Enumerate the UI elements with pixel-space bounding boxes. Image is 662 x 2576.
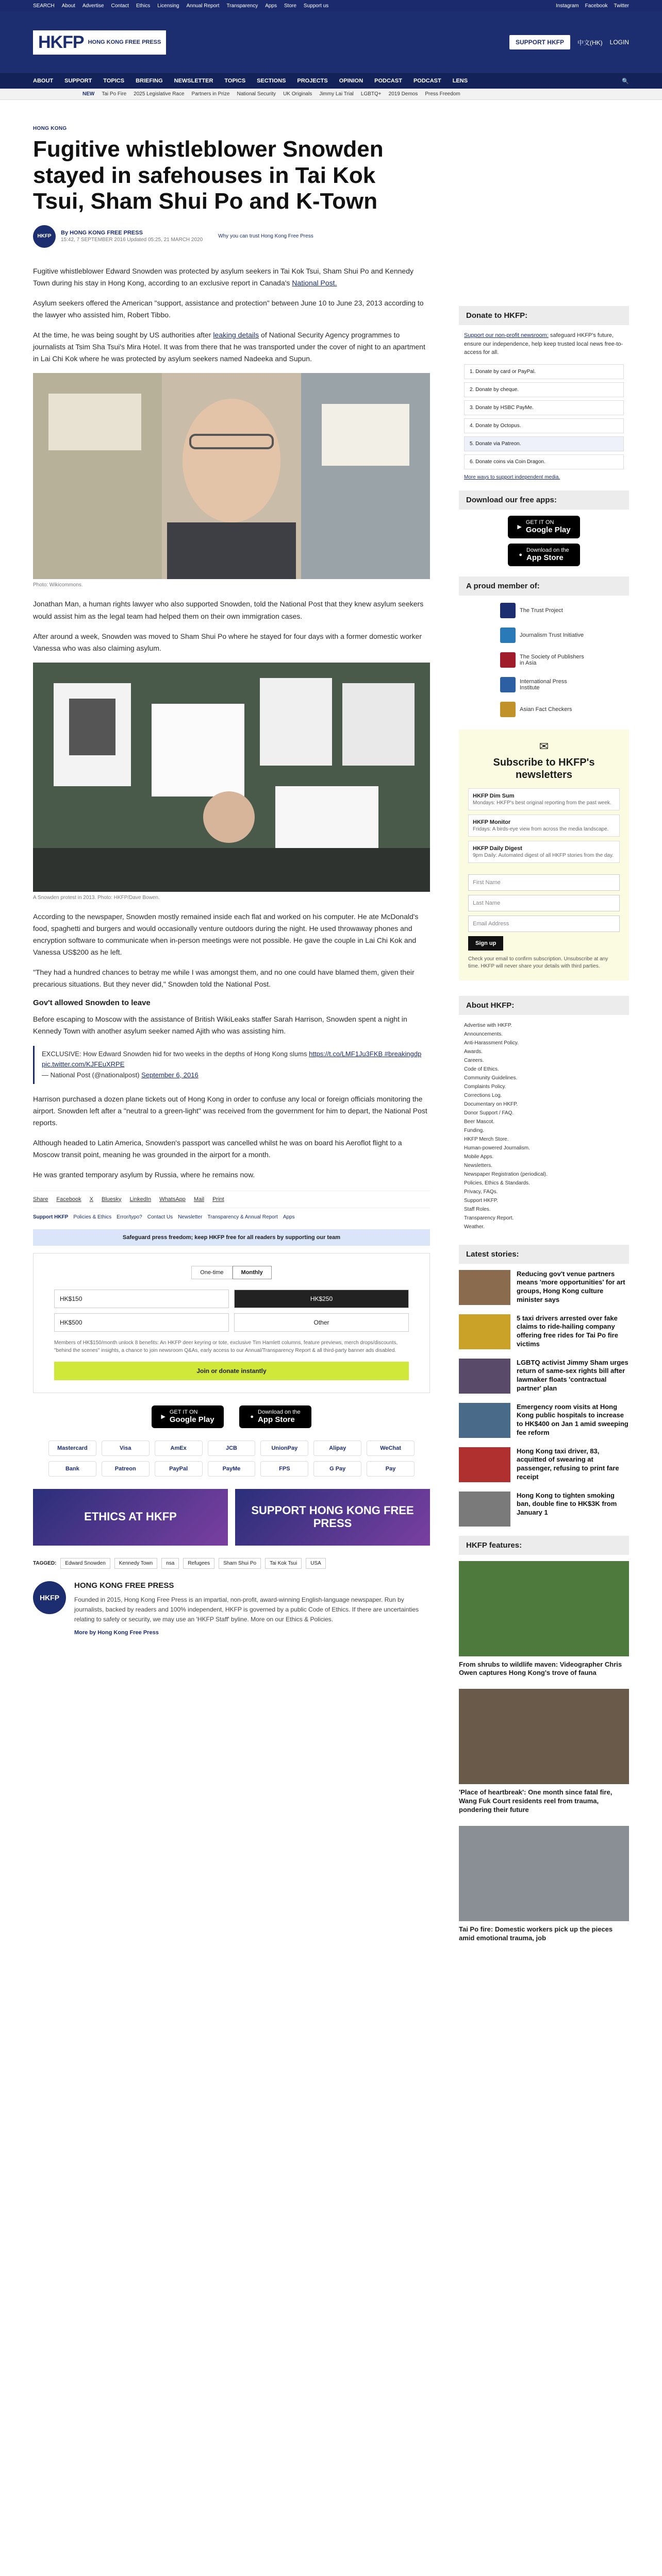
paragraph: Although headed to Latin America, Snowden's passport was cancelled whilst he was on board his Aeroflot flight to a Moscow transit point, meaning he was grounded in the airport for a month. [33,1139,402,1159]
about-item[interactable]: Corrections Log. [464,1092,502,1098]
app-store-badge[interactable] [239,1405,311,1428]
meta-link[interactable]: Newsletter [178,1214,203,1220]
about-item[interactable]: Privacy, FAQs. [464,1189,498,1195]
login-link[interactable]: LOGIN [609,39,629,46]
tags-label: TAGGED: [33,1560,57,1566]
utility-link[interactable]: Advertise [82,3,104,9]
member-logo[interactable] [500,628,588,643]
payment-logo: FPS [260,1461,308,1477]
member-name: International Press Institute [520,678,567,691]
play-icon: ▶ [517,524,522,530]
tweet-embed [33,1046,430,1084]
fact-checkers-icon [500,702,516,717]
author-box-bio: Founded in 2015, Hong Kong Free Press is an impartial, non-profit, award-winning English-language newspaper. Run by journalists, backed by readers and 100% independent, HKFP is governed by a public Code of Ethics. If there are uncertainties relating to safety or security, we may use an 'HKFP Staff' byline. More on our Ethics & Policies. [74,1596,419,1623]
subnav-item[interactable]: Tai Po Fire [102,91,127,97]
donate-option[interactable]: 2. Donate by cheque. [464,382,624,397]
story-title[interactable]: Hong Kong to tighten smoking ban, double fine to HK$3K from January 1 [517,1491,617,1517]
story-thumbnail [459,1270,510,1305]
utility-link[interactable]: Store [284,3,296,9]
payment-logo: PayMe [208,1461,256,1477]
about-item[interactable]: Anti-Harassment Policy. [464,1040,519,1046]
utility-link[interactable]: Contact [111,3,129,9]
app-store-badge[interactable] [508,544,580,566]
badge-big: App Store [526,553,564,562]
payment-logo: Visa [102,1440,150,1456]
about-item[interactable]: Funding. [464,1127,484,1133]
ethics-banner[interactable]: ETHICS AT HKFP [33,1489,228,1546]
newsletter-option[interactable] [468,841,620,863]
support-banner[interactable]: SUPPORT HONG KONG FREE PRESS [235,1489,430,1546]
about-item[interactable]: Newspaper Registration (periodical). [464,1171,548,1177]
subnav-item[interactable]: Partners in Prize [191,91,230,97]
paragraph: He was granted temporary asylum by Russia, where he remains now. [33,1171,255,1179]
about-item[interactable]: Human-powered Journalism. [464,1145,530,1151]
utility-link[interactable]: Apps [265,3,277,9]
play-icon: ▶ [161,1414,166,1420]
newsletter-option[interactable] [468,815,620,837]
paragraph-text: of National Security Agency programmes to journalists at Tsim Sha Tsui's Mira Hotel. It was from there that he was transported under the cover of night to an apartment in Lai Chi Kok where he was protected by asylum seekers named Nadeeka and Supun. [33,331,425,363]
article-headline: Fugitive whistleblower Snowden stayed in safehouses in Tai Kok Tsui, Sham Shui Po and K-Town [33,137,384,214]
meta-link[interactable]: Error/typo? [117,1214,142,1220]
meta-link[interactable]: Transparency & Annual Report [207,1214,278,1220]
nav-item[interactable]: NEWSLETTER [174,78,213,84]
badge-small: GET IT ON [169,1409,198,1416]
payment-logo: PayPal [155,1461,203,1477]
donate-intro-link[interactable]: Support our non-profit newsroom: [464,332,549,338]
feature-title[interactable]: 'Place of heartbreak': One month since fatal fire, Wang Fuk Court residents reel from trauma, pondering their future [459,1788,613,1814]
subnav-item[interactable]: UK Originals [283,91,312,97]
features-heading: HKFP features: [459,1536,629,1555]
nav-item[interactable]: PODCAST [413,78,441,84]
promo-banners [33,1489,430,1546]
member-name: Journalism Trust Initiative [520,632,584,638]
member-name: The Trust Project [520,607,563,614]
story-title[interactable]: Emergency room visits at Hong Kong public hospitals to increase to HK$400 on Jan 1 amid sweeping fee reform [517,1402,628,1437]
about-item[interactable]: HKFP Merch Store. [464,1136,509,1142]
tweet-date-link[interactable]: September 6, 2016 [141,1071,198,1079]
feature-story[interactable] [459,1689,629,1815]
paragraph: Asylum seekers offered the American "support, assistance and protection" between June 10 to June 23, 2013 according to the lawyer who assisted him, Robert Tibbo. [33,298,424,319]
latest-story[interactable] [459,1403,629,1438]
share-print[interactable]: Print [212,1196,224,1202]
payment-logo: Patreon [102,1461,150,1477]
about-item[interactable]: Donor Support / FAQ. [464,1110,514,1116]
apple-icon: ● [250,1413,254,1420]
donate-widget [33,1253,430,1393]
paragraph: Harrison purchased a dozen plane tickets out of Hong Kong in order to confuse any local or foreign officials monitoring the airport. Snowden left after a "neutral to a green-light" was received from the government for him to depart, the National Post reports. [33,1094,427,1127]
paragraph: Jonathan Man, a human rights lawyer who also supported Snowden, told the National Post that they knew asylum seekers would assist him as the legal team had helped them on their own immigration cases. [33,600,424,620]
payment-methods [48,1440,415,1477]
member-name: Asian Fact Checkers [520,706,572,713]
nav-item[interactable]: LENS [452,78,468,84]
tag[interactable]: USA [306,1558,326,1569]
tweet-link[interactable]: https://t.co/LMF1Ju3FKB #breakingdp pic.twitter.com/KJFEuXRPE [42,1049,422,1069]
paragraph-text: At the time, he was being sought by US authorities after [33,331,213,340]
member-logo[interactable] [500,702,588,717]
about-item[interactable]: Awards. [464,1048,483,1055]
about-list [459,1021,629,1231]
story-thumbnail [459,1492,510,1527]
section-heading: Gov't allowed Snowden to leave [33,998,151,1008]
member-logos [459,603,629,717]
utility-link[interactable]: SEARCH [33,3,55,9]
tweet-author: — National Post (@nationalpost) [42,1071,142,1079]
nav-item[interactable]: ABOUT [33,78,54,84]
about-heading: About HKFP: [459,996,629,1015]
latest-story[interactable] [459,1492,629,1527]
story-thumbnail [459,1314,510,1349]
google-play-badge[interactable] [152,1405,224,1428]
about-item[interactable]: Policies, Ethics & Standards. [464,1180,530,1186]
utility-link[interactable]: Annual Report [186,3,220,9]
meta-links [33,1214,430,1220]
amount-options [54,1290,409,1332]
tweet-text: EXCLUSIVE: How Edward Snowden hid for two weeks in the depths of Hong Kong slums [42,1049,309,1058]
nav-item[interactable]: OPINION [339,78,363,84]
snowden-protest-photo[interactable] [33,663,430,892]
subnav-item[interactable]: Press Freedom [425,91,460,97]
newsletter-signup [459,730,629,980]
newsletter-name: HKFP Daily Digest [473,845,522,852]
logo-name: HONG KONG FREE PRESS [88,39,161,45]
donate-heading: Donate to HKFP: [459,306,629,325]
share-whatsapp[interactable]: WhatsApp [159,1196,186,1202]
paragraph: Before escaping to Moscow with the assistance of British WikiLeaks staffer Sarah Harrison, Snowden spent a night in Kennedy Town with another asylum seeker named Ajith who was assisting him. [33,1015,407,1036]
leaking-details-link[interactable]: leaking details [213,331,259,340]
donate-banner[interactable]: Safeguard press freedom; keep HKFP free for all readers by supporting our team [33,1229,430,1246]
latest-heading: Latest stories: [459,1245,629,1264]
badge-big: Google Play [169,1415,214,1425]
tag[interactable]: Refugees [183,1558,214,1569]
about-item[interactable]: Beer Mascot. [464,1118,494,1125]
donate-option[interactable]: 5. Donate via Patreon. [464,436,624,451]
sopa-icon [500,652,516,668]
search-icon[interactable]: 🔍 [622,78,629,84]
donate-intro [459,331,629,357]
latest-story[interactable] [459,1447,629,1482]
newsletter-option[interactable] [468,788,620,810]
site-logo[interactable] [33,30,166,55]
nav-item[interactable]: BRIEFING [136,78,163,84]
nav-item[interactable]: PROJECTS [297,78,328,84]
apps-heading: Download our free apps: [459,490,629,510]
utility-links [33,3,328,9]
donate-option[interactable]: 4. Donate by Octopus. [464,418,624,433]
nav-item[interactable]: PODCAST [374,78,402,84]
support-hkfp-button[interactable]: SUPPORT HKFP [509,35,570,49]
one-time-tab[interactable]: One-time [191,1266,232,1279]
badge-small: Download on the [526,547,569,553]
about-item[interactable]: Code of Ethics. [464,1066,499,1072]
author-box-avatar[interactable]: HKFP [33,1581,66,1614]
sidebar-app-badges [459,516,629,566]
page-body [0,100,662,1954]
share-bar [33,1191,430,1208]
member-logo[interactable] [500,677,588,692]
jti-icon [500,628,516,643]
social-links [556,3,629,9]
payment-logo: Alipay [313,1440,361,1456]
newsletter-name: HKFP Monitor [473,819,511,825]
author-name[interactable]: By HONG KONG FREE PRESS [61,230,143,236]
apple-icon: ● [519,551,523,558]
about-item[interactable]: Mobile Apps. [464,1154,494,1160]
about-item[interactable]: Careers. [464,1057,484,1063]
member-logo[interactable] [500,652,588,668]
last-name-field[interactable]: Last Name [468,895,620,911]
about-item[interactable]: Announcements. [464,1031,503,1037]
paragraph [33,265,430,289]
badge-small: GET IT ON [525,519,554,526]
tag[interactable]: nsa [161,1558,179,1569]
meta-link[interactable]: Support HKFP [33,1214,69,1220]
more-by-author-link[interactable]: More by Hong Kong Free Press [74,1630,159,1636]
member-logo[interactable] [500,603,588,618]
facebook-icon[interactable]: Facebook [585,3,608,9]
subnav-item[interactable]: 2025 Legislative Race [134,91,185,97]
share-linkedin[interactable]: LinkedIn [129,1196,152,1202]
payment-logo: Bank [48,1461,96,1477]
utility-link[interactable]: About [61,3,75,9]
sidebar [459,100,629,1954]
main-nav [0,73,662,89]
first-name-field[interactable]: First Name [468,874,620,891]
payment-logo: Mastercard [48,1440,96,1456]
newsletter-desc: Fridays: A birds-eye view from across the media landscape. [473,826,609,832]
feature-title[interactable]: From shrubs to wildlife maven: Videographer Chris Owen captures Hong Kong's trove of fauna [459,1660,622,1677]
story-title[interactable]: LGBTQ activist Jimmy Sham urges return of same-sex rights bill after lawmaker floats 'contractual partner' plan [517,1358,628,1393]
nav-item[interactable]: TOPICS [103,78,125,84]
snowden-portrait-photo[interactable] [33,373,430,579]
feature-image [459,1689,629,1784]
subnav-item[interactable]: National Security [237,91,276,97]
badge-small: Download on the [258,1409,301,1416]
top-utility-bar [0,0,662,11]
meta-link[interactable]: Contact Us [147,1214,173,1220]
photo-caption: Photo: Wikicommons. [33,582,83,588]
paragraph: "They had a hundred chances to betray me while I was amongst them, and no one could have blamed them, given their precarious situations. But they never did," Snowden told the National Post. [33,968,415,989]
photo-illustration [33,663,430,892]
payment-logo: UnionPay [260,1440,308,1456]
story-title[interactable]: Reducing gov't venue partners means 'more opportunities' for art groups, Hong Kong culture minister says [517,1269,625,1304]
nav-item[interactable]: SUPPORT [64,78,92,84]
article-tags [33,1558,430,1569]
tag[interactable]: Kennedy Town [114,1558,157,1569]
app-store-links [33,1405,430,1428]
share-bluesky[interactable]: Bluesky [102,1196,122,1202]
feature-title[interactable]: Tai Po fire: Domestic workers pick up the pieces amid emotional trauma, job [459,1925,613,1942]
member-heading: A proud member of: [459,577,629,596]
email-field[interactable]: Email Address [468,916,620,932]
share-mail[interactable]: Mail [193,1196,205,1202]
signup-button[interactable]: Sign up [468,936,503,951]
payment-logo: JCB [208,1440,256,1456]
site-header [0,11,662,73]
byline [33,225,430,248]
donate-option[interactable]: 1. Donate by card or PayPal. [464,364,624,379]
article-dates: 15:42, 7 SEPTEMBER 2016 Updated 05:25, 21 MARCH 2020 [61,237,203,243]
feature-image [459,1826,629,1921]
about-item[interactable]: Newsletters. [464,1162,493,1168]
share-x[interactable]: X [89,1196,94,1202]
paragraph [33,329,430,365]
newsletter-name: HKFP Dim Sum [473,792,515,799]
frequency-toggle [54,1266,409,1279]
badge-big: App Store [258,1415,295,1425]
story-thumbnail [459,1359,510,1394]
amount-option-other[interactable]: Other [234,1313,409,1332]
paragraph-text: Fugitive whistleblower Edward Snowden was protected by asylum seekers in Tai Kok Tsui, Sham Shui Po and Kennedy Town during his stay in Hong Kong, according to an exclusive report in Canada's [33,266,413,287]
about-item[interactable]: Documentary on HKFP. [464,1101,518,1107]
subnav-item[interactable]: 2019 Demos [388,91,418,97]
language-switch[interactable]: 中文(HK) [577,39,603,46]
payment-logo: G Pay [313,1461,361,1477]
share-label[interactable]: Share [33,1196,48,1202]
about-item[interactable]: Support HKFP. [464,1197,498,1204]
newsletter-heading: Subscribe to HKFP's newsletters [493,756,595,781]
twitter-icon[interactable]: Twitter [614,3,629,9]
badge-big: Google Play [525,526,571,534]
story-title[interactable]: 5 taxi drivers arrested over fake claims to ride-hailing company offering free rides for Tai Po fire victims [517,1314,618,1348]
sub-nav [0,89,662,100]
utility-link[interactable]: Ethics [136,3,151,9]
amount-option[interactable]: HK$500 [54,1313,229,1332]
google-play-badge[interactable] [508,516,580,538]
subnav-item[interactable]: Jimmy Lai Trial [319,91,354,97]
article-category[interactable]: HONG KONG [33,126,67,131]
tag[interactable]: Tai Kok Tsui [265,1558,302,1569]
latest-story[interactable] [459,1270,629,1305]
payment-logo: AmEx [155,1440,203,1456]
paragraph: According to the newspaper, Snowden mostly remained inside each flat and worked on his computer. He ate McDonald's food, spaghetti and burgers and would occasionally venture outdoors during the night. He used throwaway phones and encryption software to communicate when in-person meetings were not possible. He gave the couple in Lai Chi Kok and Vanessa US$200 as he left. [33,912,419,957]
header-actions [509,35,629,49]
about-item[interactable]: Staff Roles. [464,1206,491,1212]
logo-mark: HKFP [38,32,84,52]
latest-story[interactable] [459,1359,629,1394]
story-thumbnail [459,1447,510,1482]
newsletter-desc: 9pm Daily: Automated digest of all HKFP stories from the day. [473,852,614,858]
article-column [33,100,430,1954]
meta-link[interactable]: Apps [283,1214,295,1220]
utility-link[interactable]: Licensing [157,3,179,9]
paragraph: After around a week, Snowden was moved to Sham Shui Po where he stayed for four days with a former domestic worker Vanessa who was also claiming asylum. [33,632,422,652]
subnav-item[interactable]: LGBTQ+ [360,91,382,97]
latest-story[interactable] [459,1314,629,1349]
author-box-name[interactable]: HONG KONG FREE PRESS [74,1581,174,1590]
national-post-link[interactable]: National Post. [292,278,337,287]
feature-story[interactable] [459,1826,629,1943]
feature-image [459,1561,629,1656]
more-ways-link[interactable]: More ways to support independent media. [464,474,560,480]
payment-logo: Pay [367,1461,415,1477]
instagram-icon[interactable]: Instagram [556,3,579,9]
photo-caption: A Snowden protest in 2013. Photo: HKFP/Dave Bowen. [33,894,160,901]
about-item[interactable]: Weather. [464,1224,485,1230]
about-item[interactable]: Advertise with HKFP. [464,1022,512,1028]
trust-project-icon [500,603,516,618]
nav-item[interactable]: TOPICS [224,78,246,84]
ipi-icon [500,677,516,692]
photo-illustration [33,373,430,579]
donate-option[interactable]: 3. Donate by HSBC PayMe. [464,400,624,415]
join-donate-button[interactable]: Join or donate instantly [54,1362,409,1380]
author-box [33,1581,430,1636]
share-facebook[interactable]: Facebook [56,1196,81,1202]
member-name: The Society of Publishers in Asia [520,653,584,666]
trust-link[interactable]: Why you can trust Hong Kong Free Press [218,233,313,240]
about-item[interactable]: Community Guidelines. [464,1075,518,1081]
utility-link[interactable]: Transparency [226,3,258,9]
new-badge: NEW [82,91,95,97]
donate-option[interactable]: 6. Donate coins via Coin Dragon. [464,454,624,469]
newsletter-desc: Mondays: HKFP's best original reporting from the past week. [473,800,611,806]
amount-option-selected[interactable]: HK$250 [234,1290,409,1308]
tag[interactable]: Edward Snowden [60,1558,110,1569]
feature-story[interactable] [459,1561,629,1678]
member-benefits: Members of HK$150/month unlock 8 benefits: An HKFP deer keyring or tote, exclusive Tim Hamlett columns, feature previews, merch drops/discounts, "behind the scenes" insights, a chance to join newsroom Q&As, early access to our Annual/Transparency Report & all third-party banner ads disabled. [54,1340,398,1353]
story-thumbnail [459,1403,510,1438]
payment-logo: WeChat [367,1440,415,1456]
newsletter-note: Check your email to confirm subscription. Unsubscribe at any time. HKFP will never share your details with third parties. [468,956,608,969]
mail-icon: ✉ [539,739,549,753]
utility-link[interactable]: Support us [303,3,329,9]
story-title[interactable]: Hong Kong taxi driver, 83, acquitted of swearing at passenger, refusing to print fare receipt [517,1447,619,1481]
donate-intro-text: safeguard HKFP's future, ensure our independence, help keep trusted local news free-to-access for all. [464,332,623,355]
monthly-tab[interactable]: Monthly [233,1266,272,1279]
about-item[interactable]: Transparency Report. [464,1215,514,1221]
article-body [33,265,430,1181]
nav-item[interactable]: SECTIONS [257,78,286,84]
meta-link[interactable]: Policies & Ethics [73,1214,112,1220]
tag[interactable]: Sham Shui Po [219,1558,261,1569]
about-item[interactable]: Complaints Policy. [464,1083,506,1090]
amount-option[interactable]: HK$150 [54,1290,229,1308]
author-avatar[interactable]: HKFP [33,225,56,248]
